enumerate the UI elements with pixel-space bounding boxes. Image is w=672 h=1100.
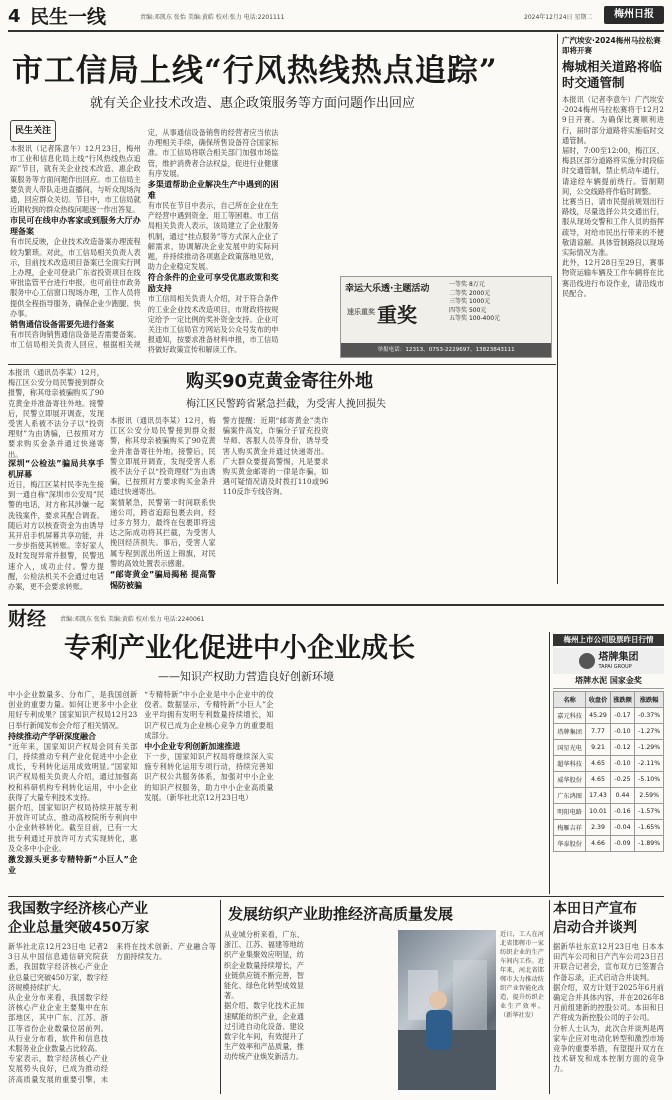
gold-subheadline: 梅江区民警跨省紧急拦截，为受害人挽回损失 [186,399,386,410]
traffic-para: 比赛当日，请市民提前规划出行路线，尽量选择公共交通出行，服从现场交警和工作人员的指挥疏导，对给市民出行带来的不便敬请谅解。具体管制路段以现场实际情况为准。 [562,197,664,258]
lead-tag-label: 民生关注 [14,126,51,136]
textile-headline: 发展纺织产业助推经济高质量发展 [228,905,454,923]
lottery-title: 幸运大乐透·主题活动 [345,284,430,294]
honda-para: 分析人士认为，此次合并谈判是两家车企应对电动化转型和激烈市场竞争的重要举措，有望提升双方在技术研发和成本控制方面的竞争力。 [553,1023,664,1074]
finance-label: 财经 [8,608,47,630]
honda-para: 据介绍，双方计划于2025年6月前确定合并具体内容，并在2026年8月前组建新的控股公司。本田和日产将成为新控股公司的子公司。 [553,982,664,1023]
issue-date: 2024年12月24日 星期二 [524,14,593,21]
digital-headline-1: 我国数字经济核心产业 [8,901,148,917]
textile-para: 从业城分析来看，广东、浙江、江苏、福建等地纺织产业集聚效应明显，纺织企业数量持续增长，产业链供应链不断完善，智能化、绿色化转型成效显著。 [224,930,304,1001]
traffic-body [562,95,664,299]
stock-row: 国星光电 9.21 -0.12 -1.29% [554,740,664,756]
section-rule [8,364,556,365]
company-slogan: 塔牌水泥 国家金奖 [553,674,664,689]
gold-para: 本报讯（通讯员李某）12月，梅江区公安分局民警接到群众报警，称其母亲被骗购买了90克黄金并准备寄往外地。接警后，民警立即展开调查，发现受害人系被不法分子以“投资理财”为由诱骗，已按照对方要求购买金条并通过快递寄出。 [110,416,216,497]
header-rule [8,30,664,32]
stock-col-header: 涨跌幅 [635,692,664,708]
patent-headline: 专利产业化促进中小企业成长 [64,633,415,664]
textile-story [224,900,544,1094]
page-number: 4 [8,6,21,27]
patent-para: “专精特新”中小企业是中小企业中的佼佼者。数据显示，专精特新“小巨人”企业平均拥有发明专利数量持续增长，知识产权已成为企业核心竞争力的重要组成部分。 [144,690,274,740]
stock-row: 塔牌集团 7.77 -0.10 -1.27% [554,724,664,740]
lead-subhead: 销售通信设备需要先进行备案 [10,320,114,330]
digital-para: 新华社北京12月23日电 记者23日从中国信息通信研究院获悉，我国数字经济核心产业企业总量已突破450万家，数字经济规模持续扩大。 [8,942,108,992]
patent-subhead: 中小企业专利创新加速推进 [144,742,241,752]
gold-headline: 购买90克黄金寄往外地 [186,371,374,392]
stock-col-header: 收盘价 [586,692,611,708]
bottom-rule [8,896,664,897]
patent-para: 据介绍，国家知识产权局持续开展专利开放许可试点，推动高校院所专利向中小企业转移转化。截至目前，已有一大批专利通过开放许可方式实现转化，惠及众多中小企业。 [8,803,138,853]
company-name-en: TAPAI GROUP [598,664,632,670]
prize-row: 二等奖 2000元 [449,289,491,297]
traffic-para: 届时，7:00至12:00，梅江区、梅县区部分道路将实施分时段临时交通管制，禁止机动车通行，请途经车辆提前绕行。管制期间，公交线路将作临时调整。 [562,146,664,196]
lead-para: 有市民在节目中表示，自己所在企业在生产经营中遇到资金、用工等困难。市工信局相关负责人表示，该局建立了企业服务机制，通过“挂点服务”等方式深入企业了解需求，协调解决企业发展中的实际问题，并持续推动各项惠企政策落地见效，助力企业稳定发展。 [147,201,279,272]
stock-row: 明阳电路 10.01 -0.16 -1.57% [554,804,664,820]
lead-subhead: 符合条件的企业可享受优惠政策和奖励支持 [147,273,279,294]
honda-body [553,942,664,1075]
stock-column-rule [549,632,550,894]
gold-sidebar-lead: 本报讯（通讯员李某）12月，梅江区公安分局民警接到群众报警，称其母亲被骗购买了90克黄金并准备寄往外地。接警后，民警立即展开调查，发现受害人系被不法分子以“投资理财”为由诱骗，已按照对方要求购买金条并通过快递寄出。 [8,368,104,459]
lead-subheadline: 就有关企业技术改造、惠企政策服务等方面问题作出回应 [90,96,416,111]
prize-row: 三等奖 1000元 [449,298,491,305]
gold-subhead: “邮寄黄金”骗局揭秘 提高警惕防被骗 [110,570,216,591]
company-name: 塔牌集团 [598,652,639,663]
lead-headline: 市工信局上线“行风热线热点追踪” [12,53,498,89]
traffic-headline: 梅城相关道路将临时交通管制 [562,59,663,90]
digital-headline-2: 企业总量突破450万家 [8,920,150,936]
patent-story [8,632,546,894]
gold-body [110,416,554,598]
honda-para: 据新华社东京12月23日电 日本本田汽车公司和日产汽车公司23日召开联合记者会，宣布双方已签署合作备忘录，正式启动合并谈判。 [553,942,664,982]
stock-row: 华泰股份 4.66 -0.09 -1.89% [554,836,664,852]
honda-nissan-story [553,900,664,1094]
traffic-para: 此外，12月28日至29日，赛事物资运输车辆及工作车辆将在比赛沿线进行布设作业，请沿线市民配合。 [562,258,664,298]
newspaper-logo [604,6,664,24]
page-header [8,6,664,28]
lottery-big-word: 重奖 [377,303,417,327]
lead-para: 市工信局相关负责人介绍，对于符合条件的工业企业技术改造项目，市财政将按规定给予一定比例的奖补资金支持。企业可关注市工信局官方网站及公众号发布的申报通知，按要求准备材料申报，市工信局将做好政策宣传和解读工作。 [147,294,279,355]
lottery-badge: 速乐重奖 [347,308,375,316]
editor-line: 责编:邓凯东 张怡 美编:黄皓 校对:张力 电话:2201111 [140,14,285,21]
prize-row: 一等奖 8万元 [449,281,485,288]
digital-economy-story [8,900,216,1094]
textile-body [224,930,392,1092]
patent-para: 中小企业数量多、分布广，是我国创新创业的重要力量。如何让更多中小企业用好专利成果？国家知识产权局12月23日举行新闻发布会介绍了相关情况。 [8,690,138,730]
lottery-prize-list [449,281,549,324]
stock-table [553,691,664,852]
lead-subhead: 多渠道帮助企业解决生产中遇到的困难 [147,180,279,201]
column-rule [557,34,558,584]
digital-body [8,942,216,1092]
patent-subhead: 激发源头更多专精特新“小巨人”企业 [8,855,138,876]
patent-para: “近年来，国家知识产权局会同有关部门，持续推动专利产业化促进中小企业成长，专利转化运用成效明显。”国家知识产权局相关负责人介绍，通过加强高校和科研机构专利转化运用，中小企业获得了大量专利技术支持。 [8,741,138,802]
finance-rule [8,604,664,606]
lead-subhead: 市民可在线申办客家或到服务大厅办理备案 [10,216,141,237]
lead-para: 本报讯（记者陈意午）12月23日，梅州市工业和信息化局上线“行风热线热点追踪”节目，就有关企业技术改造、惠企政策服务等方面问题作出回应。市工信局主要负责人带队走进直播间，与听众现场沟通，回应群众关切。节目中，市工信局就近期收到的群众热线问题逐一作出答复。 [10,144,141,215]
traffic-story [562,36,664,584]
section-name: 民生一线 [30,6,107,28]
stock-col-header: 涨跌额 [610,692,635,708]
stock-row: 广东鸿图 17.43 0.44 2.59% [554,788,664,804]
digital-para: 专家表示，数字经济核心产业发展势头良好，已成为推动经济高质量发展的重要引擎，未来将在技术创新、产业融合等方面持续发力。 [8,942,216,1084]
company-logo-icon [579,653,595,669]
finance-header [8,608,664,630]
patent-subheadline: ——知识产权助力营造良好创新环境 [158,670,334,683]
logo-text: 梅州日报 [614,9,654,20]
honda-headline-1: 本田日产宣布 [553,901,637,917]
lead-para: 有市民咨询销售通信设备是否需要备案。市工信局相关负责人回应，根据相关规定，从事通信设备销售的经营者应当依法办理相关手续，确保所售设备符合国家标准。市工信局将联合相关部门加强市场监管，维护消费者合法权益，促进行业健康有序发展。 [10,128,279,350]
gold-para: 警方提醒：近期“邮寄黄金”类诈骗案件高发，诈骗分子冒充投资导师、客服人员等身份，诱导受害人购买黄金并通过快递寄出。广大群众要提高警惕，凡是要求购买黄金邮寄的一律是诈骗，如遇可疑情况请及时拨打110或96110反诈专线咨询。 [222,416,329,497]
textile-para: 据介绍，数字化技术正加速赋能纺织产业，企业通过引进自动化设备、建设数字化车间，有效提升了生产效率和产品质量，推动传统产业焕发新活力。 [224,1001,304,1062]
gold-story [8,368,556,600]
stock-row: 威华股份 4.65 -0.25 -5.10% [554,772,664,788]
bottom-column-rule [220,900,221,1094]
prize-row: 五等奖 100-400元 [449,315,501,322]
bottom-column-rule-2 [549,900,550,1094]
traffic-kicker: 广汽埃安·2024梅州马拉松赛即将开赛 [562,36,661,55]
patent-para: 下一步，国家知识产权局将继续深入实施专利转化运用专项行动，持续完善知识产权公共服务体系，加强对中小企业的知识产权服务，助力中小企业高质量发展。（新华社北京12月23日电） [144,752,274,802]
stock-row: 超华科技 4.65 -0.10 -2.11% [554,756,664,772]
gold-sidebar [8,368,104,598]
stock-panel [553,634,664,892]
gold-sidebar-para: 近日，梅江区某村民李先生接到一通自称“深圳市公安局”民警的电话，对方称其涉嫌一起洗钱案件，要求其配合调查。随后对方以核查资金为由诱导其开启手机屏幕共享功能，并一步步指使其转账。幸好家人及时发现异常并报警，民警迅速介入，成功止付。警方提醒，公检法机关不会通过电话办案，更不会要求转账。 [8,480,104,592]
lottery-report-phone: 举报电话：12313、0753-2229697、13823843111 [341,343,551,357]
patent-body [8,690,546,892]
stock-header-row [554,692,664,708]
honda-headline-2: 启动合并谈判 [553,920,637,936]
textile-photo [398,930,496,1090]
digital-para: 从企业分布来看，我国数字经济核心产业企业主要集中在东部地区，其中广东、江苏、浙江等省份企业数量位居前列。从行业分布看，软件和信息技术服务业企业数量占比较高。 [8,993,108,1054]
stock-col-header: 名称 [554,692,586,708]
gold-para: 案情紧急，民警第一时间联系快递公司，跨省追踪包裹去向，经过多方努力，最终在包裹即将送达之际成功将其拦截，为受害人挽回经济损失。事后，受害人家属专程到派出所送上锦旗，对民警的高效处置表示感谢。 [110,497,216,568]
company-banner [553,648,664,674]
traffic-para: 本报讯（记者李意午）广汽埃安·2024梅州马拉松赛将于12月29日开赛。为确保比赛顺利进行，届时部分道路将实施临时交通管制。 [562,95,664,145]
lottery-ad [340,276,552,358]
textile-photo-caption: 近日，工人在河北省邯郸市一家纺织企业的生产车间内工作。近年来，河北省邯郸市大力推动纺织产业智能化改造，提升纺织企业生产效率。（新华社发） [500,931,544,1019]
stock-panel-title: 梅州上市公司股票昨日行情 [553,634,664,646]
patent-subhead: 持续推动产学研深度融合 [8,731,96,741]
gold-sidebar-headline: 深圳“公检法”骗局共享手机屏幕 [8,459,104,479]
lead-para: 有市民反映，企业技术改造备案办理流程较为繁琐。对此，市工信局相关负责人表示，目前技术改造项目备案已全面实行网上办理，企业可登录广东省投资项目在线审批监管平台进行申报，也可前往市政务服务中心工信窗口现场办理，工作人员将提供全程指导服务，确保企业少跑腿、快办事。 [10,237,141,318]
finance-editor-line: 责编:邓凯东 张怡 美编:黄皓 校对:张力 电话:2240061 [60,616,205,623]
stock-row: 梅雁吉祥 2.39 -0.04 -1.65% [554,820,664,836]
lead-story [8,34,554,362]
prize-row: 四等奖 500元 [449,306,487,314]
factory-worker-image [398,930,496,1090]
stock-row: 嘉元科技 45.29 -0.17 -0.37% [554,708,664,724]
